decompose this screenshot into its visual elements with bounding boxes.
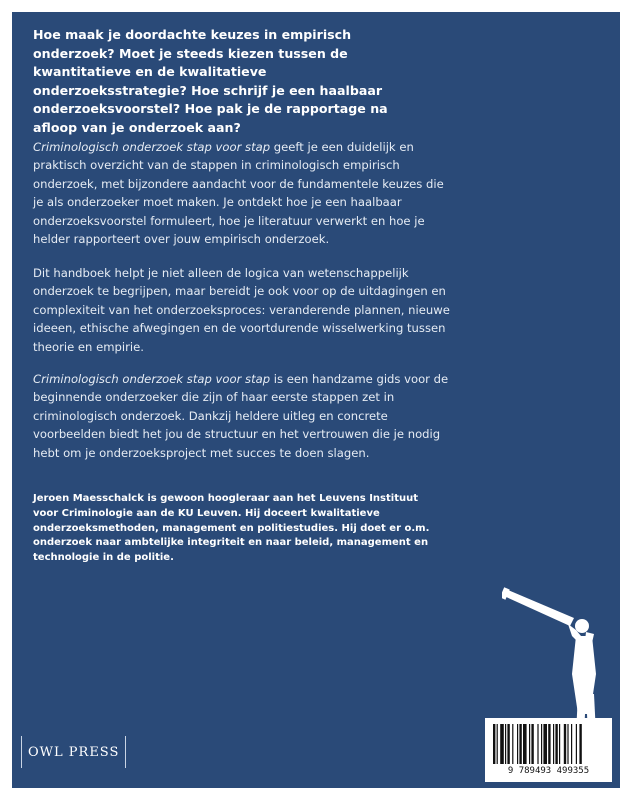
barcode-bar: [543, 724, 547, 764]
paragraph-overview: [33, 138, 453, 248]
barcode: [485, 718, 612, 782]
paragraph-overview-text: geeft je een duidelijk en praktisch overzicht van de stappen in criminologisch empirisch onderzoek, met bijzondere aandacht voor de fundamentele keuzes die je als onderzoeker moet maken. Je ontdekt hoe je een haalbaar onderzoeksvoorstel formuleert, hoe je literatuur verwerkt en hoe je helder rapporteert over jouw empirisch onderzoek.: [33, 140, 444, 247]
book-title-italic: Criminologisch onderzoek stap voor stap: [33, 140, 271, 154]
barcode-bar: [517, 724, 518, 764]
barcode-bar: [497, 724, 498, 764]
intro-questions: Hoe maak je doordachte keuzes in empirisch onderzoek? Moet je steeds kiezen tussen de kwantitatieve en de kwalitatieve onderzoeksstrategie? Hoe schrijf je een haalbaar onderzoeksvoorstel? Hoe pak je de rapportage na afloop van je onderzoek aan?: [33, 27, 388, 135]
barcode-bar: [576, 724, 577, 764]
telescope-figure-icon: [502, 574, 612, 734]
barcode-bar: [564, 724, 566, 764]
barcode-bar: [529, 724, 530, 764]
barcode-bar: [559, 724, 560, 764]
barcode-bar: [523, 724, 527, 764]
paragraph-handbook: Dit handboek helpt je niet alleen de logica van wetenschappelijk onderzoek te begrijpen, maar bereidt je ook voor op de uitdagingen en complexiteit van het onderzoeksproces: veranderende plannen, nieuwe ideeen, ethische afwegingen en de voortdurende wisselwerking tussen theorie en empirie.: [33, 266, 450, 354]
barcode-bar: [579, 724, 581, 764]
paragraph-guide-text: is een handzame gids voor de beginnende onderzoeker die zijn of haar eerste stappen zet in criminologisch onderzoek. Dankzij heldere uitleg en concrete voorbeelden biedt het jou de structuur en het vertrouwen die je nodig hebt om je onderzoeksproject met succes te doen slagen.: [33, 372, 449, 460]
barcode-bar: [553, 724, 554, 764]
barcode-bar: [541, 724, 542, 764]
barcode-bar: [505, 724, 506, 764]
barcode-bar: [519, 724, 521, 764]
barcode-bar: [507, 724, 509, 764]
barcode-bar: [555, 724, 557, 764]
barcode-bar: [548, 724, 550, 764]
author-bio: Jeroen Maesschalck is gewoon hoogleraar aan het Leuvens Instituut voor Criminologie aan de KU Leuven. Hij doceert kwalitatieve onderzoeksmethoden, management en politiestudies. Hij doet er o.m. onderzoek naar ambtelijke integriteit en naar beleid, management en technologie in de politie.: [33, 493, 430, 564]
isbn-number: 9 789493 499355: [507, 766, 590, 776]
publisher-logo: OWL PRESS: [21, 736, 126, 768]
barcode-bar: [531, 724, 533, 764]
book-title-italic-2: Criminologisch onderzoek stap voor stap: [33, 372, 271, 386]
barcode-bar: [493, 724, 495, 764]
barcode-bar: [500, 724, 504, 764]
barcode-bars: [493, 724, 604, 764]
paragraph-guide: [33, 370, 453, 462]
barcode-bar: [567, 724, 568, 764]
back-cover: [12, 12, 620, 788]
barcode-bar: [512, 724, 513, 764]
barcode-bar: [571, 724, 572, 764]
barcode-bar: [537, 724, 538, 764]
